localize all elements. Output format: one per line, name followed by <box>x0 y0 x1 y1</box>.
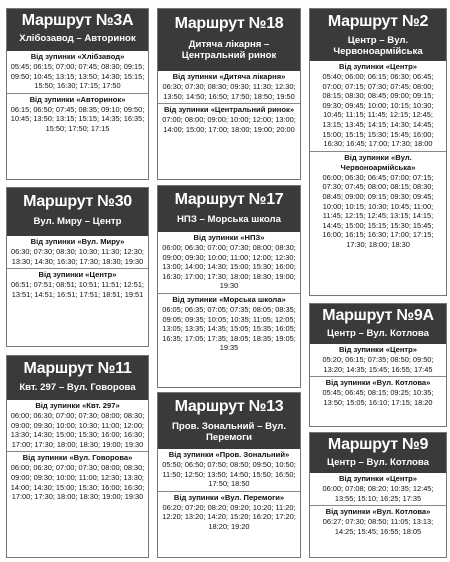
schedule-section <box>310 473 446 505</box>
stop-label: Від зупинки «Хлібзавод» <box>30 52 125 61</box>
departure-times: 06:30; 07:30; 08:30; 09:30; 11:30; 12:30; 13:50; 14:50; 16:50; 17:50; 18:50; 19:50 <box>162 82 296 101</box>
stop-label: Від зупинки «Пров. Зональний» <box>168 450 290 459</box>
stop-label: Від зупинки «Вул. Перемоги» <box>173 492 285 502</box>
departure-times: 06:30; 07:30; 08:30; 10:30; 11:30; 12:30; 13:30; 14:30; 16:30; 17:30; 18:30; 19:30 <box>10 247 144 266</box>
route-title: Маршрут №2 <box>327 13 429 30</box>
route-endpoints: НПЗ – Морська школа <box>177 214 281 225</box>
route-endpoints: Центр – Вул. Котлова <box>326 457 430 468</box>
departure-times: 05:45; 06:15; 07:00; 07:45; 08:30; 09:15; 09:50; 10:45; 13:15; 13:50; 14:30; 15:15; 15:50; 16:30; 17:15; 17:50 <box>10 62 145 91</box>
schedule-section <box>310 376 446 409</box>
departure-times: 06:00; 06:30; 06:45; 07:00; 07:15; 07:30; 07:45; 08:00; 08:15; 08:30; 08:45; 09:00; 09:15; 09:30; 09:45; 10:00; 10:15; 10:30; 10:45; 11:00; 11:45; 12:15; 12:45; 13:15; 14:15; 14:45; 15:00; 15:15; 15:30; 15:45; 16:00; 16:15; 16:30; 17:00; 17:15; 17:30; 18:00; 18:30 <box>322 172 434 249</box>
route-endpoints: Центр – Вул. Червоноармійська <box>333 35 423 57</box>
departure-times: 06:00; 06:30; 07:00; 07:30; 08:00; 08:30; 09:00; 09:30; 10:00; 11:00; 12:00; 12:30; 13:00; 14:00; 14:30; 15:00; 15:30; 16:00; 16:30; 17:00; 17:30; 18:00; 18:30; 19:00; 19:30 <box>162 243 296 291</box>
stop-label: Від зупинки «Вул. Миру» <box>30 237 125 246</box>
route-card-3a <box>6 8 149 180</box>
schedule-section <box>158 449 300 491</box>
departure-times: 06:15; 06:50; 07:45; 08:35; 09:10; 09:50; 10:45; 13:50; 13:15; 15:15; 14:35; 16:35; 15:50; 17:50; 17:15 <box>10 104 145 133</box>
stop-label: Від зупинки «НПЗ» <box>193 233 265 242</box>
departure-times: 06:05; 06:35; 07:05; 07:35; 08:05; 08:35; 09:05; 09:35; 10:05; 10:35; 11:05; 12:05; 13:05; 13:35; 14:35; 15:05; 15:35; 16:05; 16:35; 17:05; 17:35; 18:05; 18:35; 19:05; 19:35 <box>162 304 296 353</box>
schedule-section <box>158 491 300 534</box>
route-endpoints: Пров. Зональний – Вул. Перемоги <box>172 421 286 443</box>
departure-times: 05:20; 06:15; 07:35; 08:50; 09:50; 13:20; 14:35; 15:45; 16:55; 17:45 <box>322 355 434 374</box>
route-endpoints: Центр – Вул. Котлова <box>326 328 430 339</box>
schedule-section <box>310 61 446 151</box>
route-title: Маршрут №18 <box>174 15 284 32</box>
stop-label: Від зупинки «Вул. Котлова» <box>325 507 431 517</box>
route-title: Маршрут №17 <box>174 191 284 208</box>
route-endpoints: Хлібозавод – Авторинок <box>19 33 136 44</box>
route-title: Маршрут №13 <box>174 398 284 415</box>
stop-label: Від зупинки «Вул. Котлова» <box>325 378 431 388</box>
route-title: Маршрут №3А <box>21 12 134 29</box>
departure-times: 07:00; 08:00; 09:00; 10:00; 12:00; 13:00; 14:00; 15:00; 17:00; 18:00; 19:00; 20:00 <box>162 115 296 134</box>
route-title: Маршрут №9 <box>327 436 429 453</box>
schedule-section <box>158 232 300 293</box>
schedule-section <box>7 93 148 136</box>
stop-label: Від зупинки «Морська школа» <box>172 294 286 304</box>
route-card-30 <box>6 187 149 347</box>
schedule-section <box>158 293 300 355</box>
schedule-section <box>7 268 148 301</box>
schedule-section <box>7 51 148 93</box>
stop-label: Від зупинки «Центр» <box>338 345 417 354</box>
schedule-section <box>7 400 148 451</box>
route-endpoints: Дитяча лікарня – Центральний ринок <box>181 39 277 61</box>
stop-label: Від зупинки «Квт. 297» <box>35 401 120 410</box>
route-title: Маршрут №30 <box>23 193 132 210</box>
route-card-9 <box>309 432 447 558</box>
route-title: Маршрут №11 <box>23 360 132 377</box>
stop-label: Від зупинки «Дитяча лікарня» <box>172 72 286 81</box>
schedule-section <box>158 103 300 136</box>
schedule-section <box>7 236 148 268</box>
departure-times: 05:50; 06:50; 07:50; 08:50; 09:50; 10:50; 11:50; 12:50; 13:50; 14:50; 15:50; 16:50; 17:50; 18:50 <box>162 460 296 489</box>
stop-label: Від зупинки «Центральний ринок» <box>163 105 295 115</box>
route-card-13 <box>157 392 301 558</box>
stop-label: Від зупинки «Центр» <box>338 474 417 483</box>
route-card-17 <box>157 185 301 388</box>
stop-label: Від зупинки «Центр» <box>338 62 417 71</box>
route-card-11 <box>6 355 149 558</box>
route-card-2 <box>309 8 447 296</box>
stop-label: Від зупинки «Центр» <box>38 270 117 280</box>
departure-times: 06:51; 07:51; 08:51; 10:51; 11:51; 12:51; 13:51; 14:51; 16:51; 17:51; 18:51; 19:51 <box>10 280 144 299</box>
stop-label: Від зупинки «Вул. Червоноармійська» <box>340 152 416 172</box>
departure-times: 05:40; 06:00; 06:15; 06:30; 06:45; 07:00; 07:15; 07:30; 07:45; 08:00; 08:15; 08:30; 08:45; 09:00; 09:15; 09:30; 09:45; 10:00; 10:15; 10:30; 10:45; 11:15; 11:45; 12:15; 12:45; 13:15; 13:45; 14:15; 14:30; 14:45; 15:00; 15:15; 15:30; 15:45; 16:00; 16:30; 16:45; 17:00; 17:30; 18:00 <box>322 72 434 149</box>
route-endpoints: Квт. 297 – Вул. Говорова <box>19 382 136 393</box>
departure-times: 06:00; 07:08; 08:20; 10:35; 12:45; 13:55; 15:10; 16:25; 17:35 <box>322 484 434 503</box>
schedule-section <box>310 344 446 376</box>
stop-label: Від зупинки «Вул. Говорова» <box>22 453 133 463</box>
departure-times: 06:00; 06:30; 07:00; 07:30; 08:00; 08:30; 09:00; 09:30; 10:00; 10:30; 11:00; 12:00; 13:30; 14:30; 15:00; 15:30; 16:00; 16:30; 17:00; 17:30; 18:00; 18:30; 19:00; 19:30 <box>10 411 145 449</box>
route-endpoints: Вул. Миру – Центр <box>33 216 122 227</box>
schedule-section <box>310 151 446 252</box>
departure-times: 06:27; 07:30; 08:50; 11:05; 13:13; 14:25; 15:45; 16:55; 18:05 <box>322 517 434 536</box>
route-title: Маршрут №9А <box>322 307 434 324</box>
route-card-9a <box>309 303 447 427</box>
schedule-section <box>7 451 148 503</box>
schedule-section <box>158 71 300 103</box>
departure-times: 06:00; 06:30; 07:00; 07:30; 08:00; 08:30; 09:00; 09:30; 10:00; 11:00; 12:30; 13:30; 14:00; 14:30; 15:00; 15:30; 16:00; 16:30; 17:00; 17:30; 18:00; 18:30; 19:00; 19:30 <box>10 463 145 502</box>
departure-times: 06:20; 07:20; 08:20; 09:20; 10:20; 11:20; 12:20; 13:20; 14:20; 15:20; 16:20; 17:20; 18:20; 19:20 <box>162 502 296 531</box>
route-card-18 <box>157 8 301 180</box>
schedule-section <box>310 505 446 538</box>
stop-label: Від зупинки «Авторинок» <box>29 94 126 104</box>
departure-times: 05:45; 06:45; 08:15; 09:25; 10:35; 13:50; 15:05; 16:10; 17:15; 18:20 <box>322 388 434 407</box>
